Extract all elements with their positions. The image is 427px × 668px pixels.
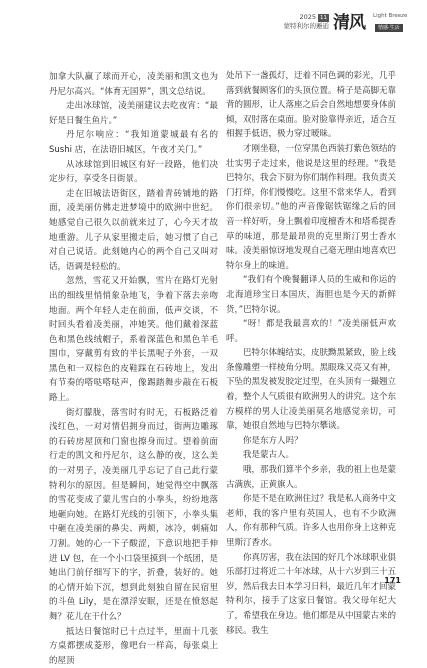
paragraph: 加拿大队赢了球而开心，凌美丽和凯文也为丹尼尔高兴。“体育无国界”，凯文总结说。 (49, 72, 218, 97)
paragraph: 街灯朦胧，落雪时有时无，石板路泛着浅红色，一对对情侣拥身而过，街两边雕琢的石砖房屋顶和门窗也擦身而过。望着前面行走的凯文和丹尼尔，这么静的夜，这么美的一对男子，凌美丽几乎忘记了自己此行蒙特利尔的原因。但是瞬间，她觉得空中飘落的雪花变成了蒙儿雪白的小拳头，纷纷地落地砸向她。在路灯光线的引领下，小拳头集中砸在凌美丽的鼻尖、两颊，冰冷，刺痛如刀割。她的心一下子酸涩，下意识地把手伸进 LV 包，在一个小口袋里摸到一个纸团，是她出门前仔细写下的字，折叠，装好的。她的心情开始下沉，想到此刻独自留在民宿里的斗鱼 Lily，是在漂浮安眠，还是在愤怒起舞？花儿在干什么？ (49, 407, 218, 622)
logo-mark: 清风 (333, 13, 365, 33)
paragraph: 你真厉害，我在法国的好几个冰球职业俱乐部打过将近二十年冰球，从十六岁到三十五岁，然后我去日本学习日料，最近几年才回蒙特利尔，接手了这家日餐馆。我父母年纪大了，希望我在身边。他们都是从中国蒙古来的移民。我生 (226, 552, 397, 636)
magazine-logo (333, 10, 413, 36)
issue-number: 11 (320, 15, 327, 21)
issue-line (284, 13, 330, 22)
paragraph: 巴特尔体魄结实，皮肤黝黑紧致，脸上线条像雕塑一样棱角分明。黑眼珠又亮又有神，下坠的黑发被发胶定过型，在头顶有一撮翘立着，整个人气质很有欧洲男人的讲究。这个东方模样的男人让凌美丽莫名地感觉亲切，可靠，她很自然地与巴特尔攀谈。 (226, 348, 397, 432)
paragraph: 丹尼尔响应：“我知道蒙城最有名的 Sushi 店，在法语旧城区，午夜才关门。” (49, 130, 218, 155)
paragraph: 才刚坐稳，一位穿黑色西装打紫色领结的壮实男子走过来，他说是这里的经理。“我是巴特尔，我会下厨为你们制作料理。我负责关门打烊，你们慢慢吃。这里不常来华人，看到你们很亲切。”他的声音像锯铁锯缘之后的回音一样好听，身上飘着印度檀香木和塔希提香草的味道，那是最昂贵的克里斯汀男士香水味。凌美丽惊讶地发现自己毫无理由地喜欢巴特尔身上的味道。 (226, 143, 397, 271)
paragraph: 抵达日餐馆时已十点过半，里面十几张方桌都摆成菱形，像吧台一样高，每张桌上的屋顶 (49, 626, 218, 666)
paragraph: “呀！都是我最喜欢的！”凌美丽低声欢呼。 (226, 319, 396, 344)
page-number: 171 (384, 576, 401, 585)
paragraph: “我们有个晚餐翻译人员的生威和你运的北海道珍宝日本国庆，海胆也是今天的新鲜货，”巴特尔说。 (226, 275, 396, 315)
section-tag: 情感·生活 (375, 24, 403, 32)
paragraph: 走在旧城法语街区，踏着青砖铺地的路面，凌美丽仿佛走进梦境中的欧洲中世纪。她感觉自己很久以前就来过了，心今天才故地重游。儿子从家里搬走后，她习惯了自己对自己说话。此刻她内心的两个自己又叫对话，语调是轻松的。 (49, 188, 218, 272)
paragraph: 我是蒙古人。 (243, 450, 295, 461)
paragraph: 你是不是在欧洲住过？我是私人商务中文老师，我的客户里有英国人，也有不少欧洲人，你有那种气质。许多人也用你身上这种克里斯汀香水。 (226, 494, 397, 548)
page-header (263, 10, 413, 36)
header-text (284, 13, 330, 30)
right-column (226, 69, 396, 638)
issue-year: 2025 (299, 13, 316, 21)
left-column (49, 70, 218, 668)
running-title: 蒙特利尔的邂逅 (283, 22, 329, 30)
paragraph: 你是东方人吗？ (243, 435, 303, 446)
paragraph: 处吊下一盏孤灯，迂着不同色调的彩光，几乎落到就餐顾客们的头顶位置。椅子是高脚无靠背的圆形，让人落座之后会自然地想要身体前倾，双肘落在桌面。脸对脸靠得亲近，适合互相握手低语，极力穿过暧昧。 (226, 71, 397, 140)
paragraph: 哦，那我们算半个乡亲，我的祖上也是蒙古满族，正黄旗人。 (226, 465, 397, 490)
logo-subtitle: Light Breeze (373, 13, 408, 19)
paragraph: 忽然，雪花又开始飘，雪片在路灯光射出的细线里悄悄象杂地飞，争着下落去亲吻地面。两个年轻人走在前面，低声交谈，不时回头看着凌美丽，冲她笑。他们戴着深蓝色和黑色线绒帽子，系着深蓝色和黑色羊毛围巾，穿戴剪有致的半长黑呢子外套，一双黑色和一双棕色的皮鞋踩在石砖地上，发出有节奏的嗒哒嗒哒声，像踢踏舞步敲在石板路上。 (49, 276, 218, 404)
paragraph: 从冰球馆到旧城区有好一段路，他们决定步行，享受冬日街景。 (49, 159, 218, 185)
paragraph: 走出冰球馆，凌美丽建议去吃夜宵：“最好是日餐生鱼片。” (49, 101, 218, 126)
